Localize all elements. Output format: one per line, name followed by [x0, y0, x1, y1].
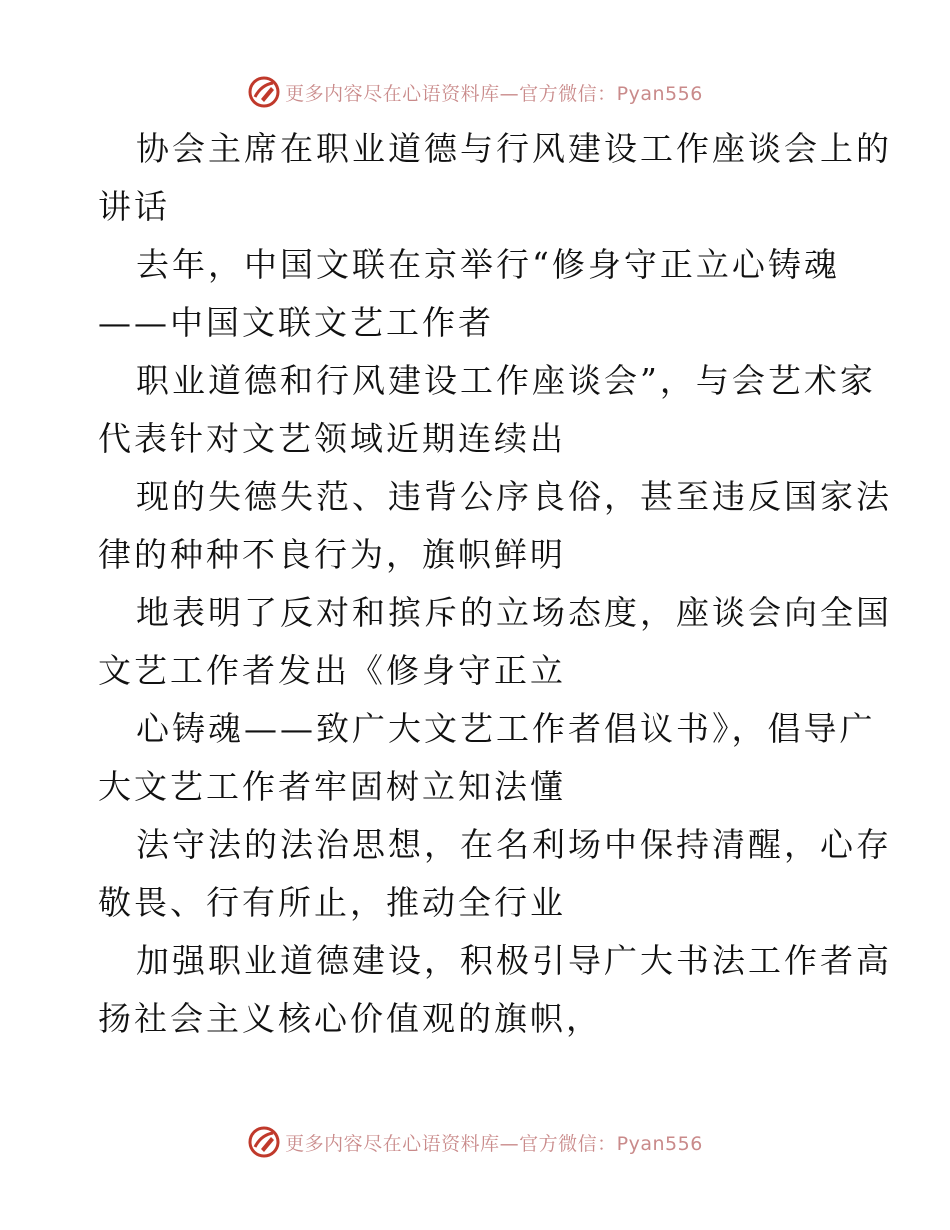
- footer-banner: [0, 1122, 950, 1162]
- paragraph-line: 心铸魂——致广大文艺工作者倡议书》，倡导广: [136, 709, 876, 748]
- paragraph-line: ——中国文联文艺工作者: [98, 303, 494, 342]
- paragraph-line: 敬畏、行有所止，推动全行业: [98, 883, 566, 922]
- paragraph-2: [98, 236, 858, 352]
- paragraph-line: 协会主席在职业道德与行风建设工作座谈会上的: [136, 129, 892, 168]
- paragraph-1: [98, 120, 892, 236]
- paragraph-line: 代表针对文艺领域近期连续出: [98, 419, 566, 458]
- document-body: [98, 120, 892, 1048]
- paragraph-line: 文艺工作者发出《修身守正立: [98, 651, 566, 690]
- paragraph-5: [98, 584, 892, 700]
- paragraph-3: [98, 352, 876, 468]
- paragraph-line: 去年，中国文联在京举行“修身守正立心铸魂: [136, 245, 840, 284]
- paragraph-8: [98, 932, 892, 1048]
- paragraph-4: [98, 468, 892, 584]
- paragraph-line: 讲话: [98, 187, 170, 226]
- paragraph-7: [98, 816, 892, 932]
- paragraph-line: 律的种种不良行为，旗帜鲜明: [98, 535, 566, 574]
- pen-swirl-logo-icon: [247, 75, 281, 109]
- header-banner-text: 更多内容尽在心语资料库—官方微信：Pyan556: [285, 82, 703, 105]
- paragraph-line: 法守法的法治思想，在名利场中保持清醒，心存: [136, 825, 892, 864]
- paragraph-line: 大文艺工作者牢固树立知法懂: [98, 767, 566, 806]
- paragraph-6: [98, 700, 876, 816]
- pen-swirl-logo-icon: [247, 1125, 281, 1159]
- paragraph-line: 职业道德和行风建设工作座谈会”，与会艺术家: [136, 361, 876, 400]
- paragraph-line: 扬社会主义核心价值观的旗帜，: [98, 999, 602, 1038]
- paragraph-line: 现的失德失范、违背公序良俗，甚至违反国家法: [136, 477, 892, 516]
- header-banner: [0, 72, 950, 112]
- paragraph-line: 加强职业道德建设，积极引导广大书法工作者高: [136, 941, 892, 980]
- footer-banner-text: 更多内容尽在心语资料库—官方微信：Pyan556: [285, 1132, 703, 1155]
- paragraph-line: 地表明了反对和摈斥的立场态度，座谈会向全国: [136, 593, 892, 632]
